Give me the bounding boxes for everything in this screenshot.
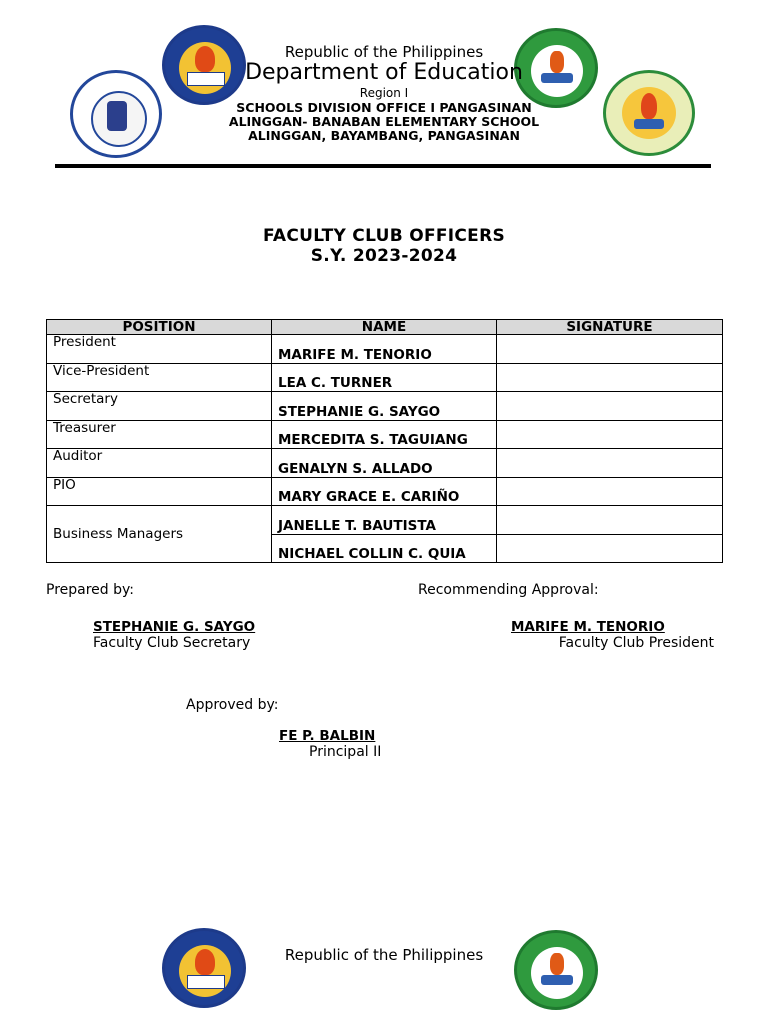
school-year: S.Y. 2023-2024 [310,246,458,266]
position-cell: Secretary [47,392,272,421]
prepared-by-name: STEPHANIE G. SAYGO [93,619,256,635]
bayambang-district-seal-logo [514,930,598,1010]
name-cell: JANELLE T. BAUTISTA [272,506,497,535]
name-cell: MARY GRACE E. CARIÑO [272,477,497,506]
document-title: FACULTY CLUB OFFICERS [262,226,506,246]
sdo-pangasinan-seal-logo [162,928,246,1008]
position-cell: PIO [47,477,272,506]
header-divider [55,164,711,168]
recommending-role: Faculty Club President [558,635,714,651]
table-row [47,363,723,392]
header-address: ALINGGAN, BAYAMBANG, PANGASINAN [248,128,520,143]
signature-cell[interactable] [497,534,723,563]
column-header-signature: SIGNATURE [497,320,723,335]
position-cell: Treasurer [47,420,272,449]
signature-cell[interactable] [497,392,723,421]
footer-republic: Republic of the Philippines [284,946,484,964]
signature-cell[interactable] [497,363,723,392]
signature-cell[interactable] [497,335,723,364]
column-header-name: NAME [272,320,497,335]
prepared-by-label: Prepared by: [46,582,134,598]
name-cell: STEPHANIE G. SAYGO [272,392,497,421]
table-row [47,477,723,506]
name-cell: LEA C. TURNER [272,363,497,392]
table-row [47,449,723,478]
approved-by-label: Approved by: [186,697,279,713]
signature-cell[interactable] [497,506,723,535]
position-cell-business-managers: Business Managers [47,506,272,563]
prepared-by-role: Faculty Club Secretary [93,635,251,651]
officers-table [46,319,723,563]
table-row [47,506,723,535]
signature-cell[interactable] [497,420,723,449]
position-cell: Auditor [47,449,272,478]
position-cell: President [47,335,272,364]
signature-cell[interactable] [497,449,723,478]
header-republic: Republic of the Philippines [284,43,484,61]
approved-by-name: FE P. BALBIN [279,728,376,744]
recommending-approval-label: Recommending Approval: [418,582,599,598]
column-header-position: POSITION [47,320,272,335]
header-region: Region I [359,86,409,100]
table-row [47,335,723,364]
table-row [47,420,723,449]
name-cell: MARIFE M. TENORIO [272,335,497,364]
table-header-row [47,320,723,335]
approved-by-role: Principal II [309,744,382,760]
header-division: SCHOOLS DIVISION OFFICE I PANGASINAN [236,100,532,115]
name-cell: GENALYN S. ALLADO [272,449,497,478]
position-cell: Vice-President [47,363,272,392]
signature-cell[interactable] [497,477,723,506]
name-cell: MERCEDITA S. TAGUIANG [272,420,497,449]
header-department: Department of Education [245,60,523,85]
recommending-name: MARIFE M. TENORIO [511,619,665,635]
table-row [47,392,723,421]
name-cell: NICHAEL COLLIN C. QUIA [272,534,497,563]
header-school: ALINGGAN- BANABAN ELEMENTARY SCHOOL [228,114,540,129]
